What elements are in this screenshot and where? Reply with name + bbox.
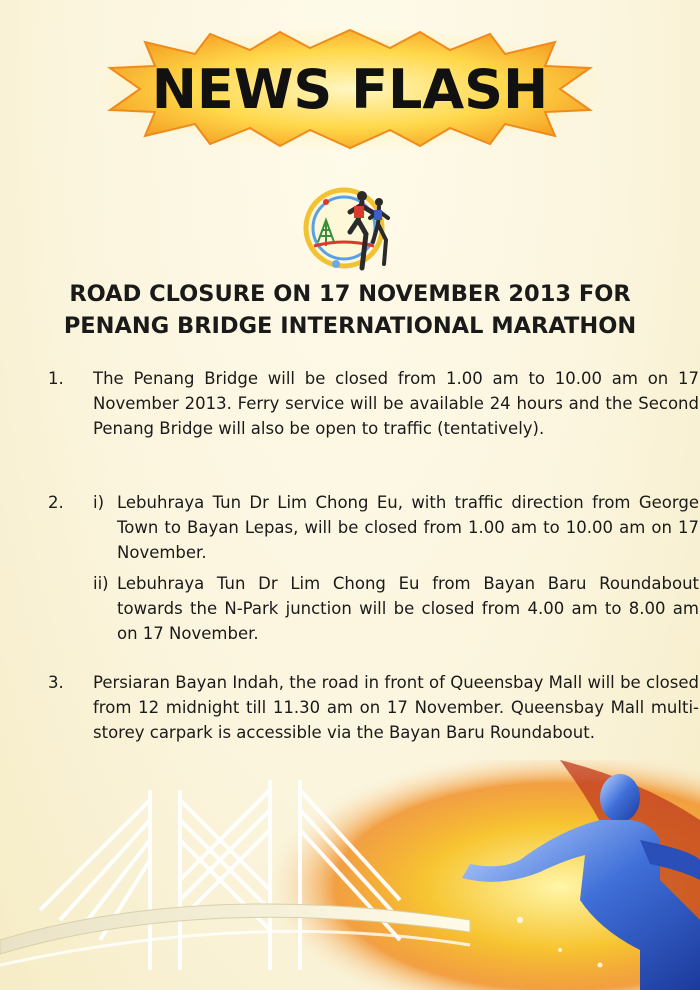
sub-item (93, 490, 699, 565)
sub-item-label: i) (93, 493, 105, 512)
list-item (48, 670, 699, 745)
sub-item-label: ii) (93, 574, 109, 593)
banner-title: NEWS FLASH (151, 57, 549, 121)
item-number: 1. (48, 369, 64, 388)
item-number: 3. (48, 673, 64, 692)
title-line-2: PENANG BRIDGE INTERNATIONAL MARATHON (63, 313, 637, 339)
marathon-logo (296, 172, 402, 276)
item-text: Persiaran Bayan Indah, the road in front of Queensbay Mall will be closed from 12 midnight till 11.30 am on 17 November. Queensbay Mall multi-storey carpark is accessible via the Bayan Baru Roundabout. (93, 673, 699, 742)
sub-item (93, 571, 699, 646)
page-title (20, 278, 680, 342)
news-flash-banner (100, 28, 600, 150)
marathon-runners-logo-icon (296, 172, 402, 276)
bridge-runner-artwork (0, 760, 700, 990)
sub-item-text: Lebuhraya Tun Dr Lim Chong Eu, with traffic direction from George Town to Bayan Lepas, will be closed from 1.00 am to 10.00 am on 17 November. (117, 493, 699, 562)
title-line-1: ROAD CLOSURE ON 17 NOVEMBER 2013 FOR (69, 281, 631, 307)
item-number: 2. (48, 493, 64, 512)
list-item (48, 490, 699, 646)
list-item (48, 366, 699, 441)
sub-item-text: Lebuhraya Tun Dr Lim Chong Eu from Bayan Baru Roundabout towards the N-Park junction will be closed from 4.00 am to 8.00 am on 17 November. (117, 574, 699, 643)
item-text: The Penang Bridge will be closed from 1.00 am to 10.00 am on 17 November 2013. Ferry service will be available 24 hours and the Second Penang Bridge will also be open to traffic (tentatively). (93, 369, 699, 438)
